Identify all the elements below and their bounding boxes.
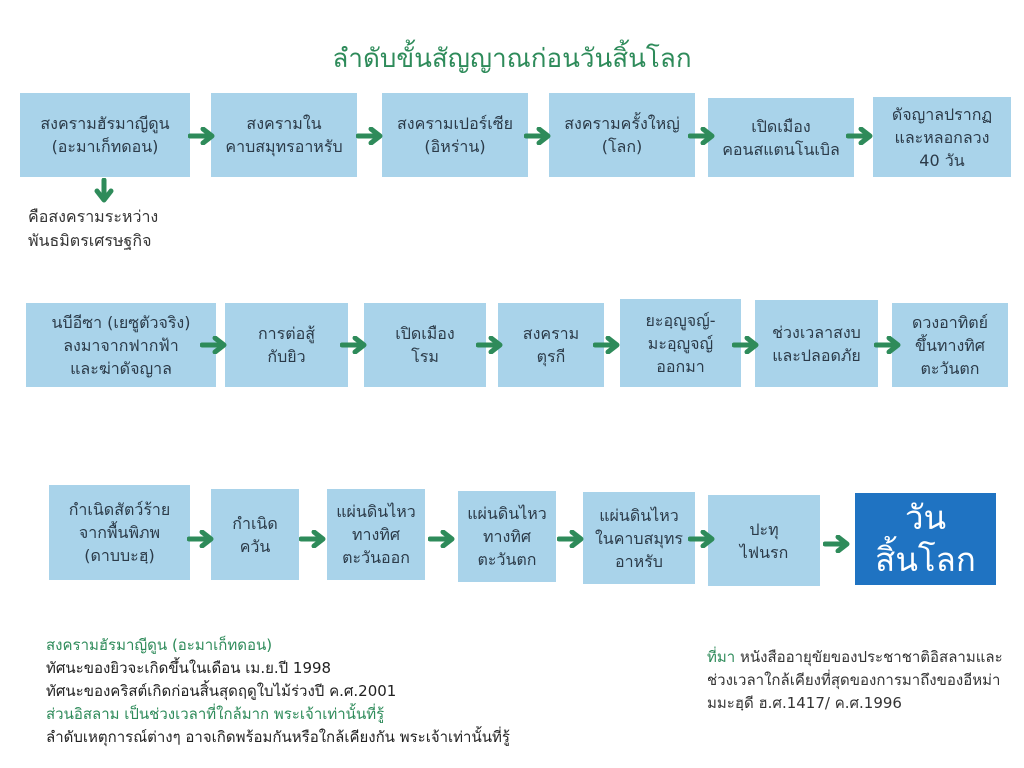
- step-label: แผ่นดินไหว ทางทิศ ตะวันตก: [467, 504, 547, 569]
- footer-notes: [46, 634, 510, 749]
- step-beast-emerges: [49, 485, 190, 580]
- final-label: วัน สิ้นโลก: [875, 498, 976, 579]
- step-turkey-war: [498, 303, 604, 387]
- step-label: แผ่นดินไหว ในคาบสมุทร อาหรับ: [594, 505, 684, 571]
- step-label: ปะทุ ไฟนรก: [739, 519, 789, 562]
- step-dajjal-appears: [873, 97, 1011, 177]
- step-sun-rises-west: [892, 303, 1008, 387]
- right-arrow-icon: [187, 530, 215, 548]
- final-doomsday: [855, 493, 996, 585]
- step-earthquake-east: [327, 489, 425, 580]
- right-arrow-icon: [557, 530, 585, 548]
- right-arrow-icon: [428, 530, 456, 548]
- step-label: เปิดเมือง โรม: [395, 324, 455, 366]
- step-label: ดัจญาลปรากฏ และหลอกลวง 40 วัน: [891, 104, 993, 170]
- step-label: สงคราม ตุรกี: [522, 324, 580, 366]
- step-label: แผ่นดินไหว ทางทิศ ตะวันออก: [336, 502, 416, 567]
- step-persia-war: [382, 93, 528, 177]
- step-label: กำเนิด ควัน: [232, 513, 278, 556]
- right-arrow-icon: [524, 127, 552, 145]
- step-label: นบีอีซา (เยซูตัวจริง) ลงมาจากฟากฟ้า และฆ่าดัจญาล: [51, 312, 191, 378]
- step-great-war: [549, 93, 695, 177]
- right-arrow-icon: [874, 336, 902, 354]
- right-arrow-icon: [356, 127, 384, 145]
- step-label: การต่อสู้ กับยิว: [257, 324, 316, 366]
- right-arrow-icon: [732, 336, 760, 354]
- step-label: กำเนิดสัตว์ร้าย จากพื้นพิภพ (ดาบบะฮฺ): [68, 500, 171, 565]
- step-label: สงครามฮัรมาญีดูน (อะมาเก็ทดอน): [40, 114, 170, 156]
- armageddon-note: คือสงครามระหว่าง พันธมิตรเศรษฐกิจ: [28, 207, 159, 250]
- step-label: เปิดเมือง คอนสแตนโนเบิล: [722, 116, 840, 159]
- step-label: ยะอฺญูจญ์- มะอฺญูจญ์ ออกมา: [645, 310, 716, 376]
- step-label: สงครามเปอร์เซีย (อิหร่าน): [397, 114, 513, 156]
- right-arrow-icon: [299, 530, 327, 548]
- footer-line: ทัศนะของยิวจะเกิดขึ้นในเดือน เม.ย.ปี 1998: [46, 659, 332, 677]
- source-text: หนังสืออายุขัยของประชาชาติอิสลามและช่วงเวลาใกล้เคียงที่สุดของการมาถึงของอีหม่ามมะฮฺดี ฮ.ศ.1417/ ค.ศ.1996: [707, 648, 1003, 712]
- step-hellfire-erupts: [708, 495, 820, 586]
- footer-line: ทัศนะของคริสต์เกิดก่อนสิ้นสุดฤดูใบไม้ร่วงปี ค.ศ.2001: [46, 682, 397, 700]
- step-earthquake-arabia: [583, 492, 695, 584]
- step-arabian-peninsula-war: [211, 93, 357, 177]
- step-label: สงครามใน คาบสมุทรอาหรับ: [225, 114, 343, 156]
- step-open-rome: [364, 303, 486, 387]
- right-arrow-icon: [340, 336, 368, 354]
- right-arrow-icon: [688, 530, 716, 548]
- step-jesus-descends: [26, 303, 216, 387]
- step-smoke: [211, 489, 299, 580]
- right-arrow-icon: [688, 127, 716, 145]
- step-fight-jews: [225, 303, 348, 387]
- step-open-constantinople: [708, 98, 854, 177]
- footer-line: ส่วนอิสลาม เป็นช่วงเวลาที่ใกล้มาก พระเจ้าเท่านั้นที่รู้: [46, 705, 385, 723]
- footer-line: สงครามฮัรมาญีดูน (อะมาเก็ทดอน): [46, 636, 273, 654]
- right-arrow-icon: [188, 127, 216, 145]
- step-label: สงครามครั้งใหญ่ (โลก): [564, 114, 680, 156]
- right-arrow-icon: [593, 336, 621, 354]
- step-peace-period: [755, 300, 878, 387]
- source-label: ที่มา: [707, 648, 736, 666]
- step-label: ช่วงเวลาสงบ และปลอดภัย: [772, 322, 861, 365]
- right-arrow-icon: [846, 127, 874, 145]
- step-earthquake-west: [458, 491, 556, 582]
- right-arrow-icon: [476, 336, 504, 354]
- step-armageddon-war: [20, 93, 190, 177]
- step-gog-magog: [620, 299, 741, 387]
- footer-line: ลำดับเหตุการณ์ต่างๆ อาจเกิดพร้อมกันหรือใกล้เคียงกัน พระเจ้าเท่านั้นที่รู้: [46, 728, 510, 746]
- right-arrow-icon: [823, 535, 851, 553]
- source-citation: [707, 646, 1007, 715]
- diagram-title: ลำดับขั้นสัญญาณก่อนวันสิ้นโลก: [332, 44, 692, 74]
- right-arrow-icon: [200, 336, 228, 354]
- down-arrow-icon: [94, 178, 114, 204]
- step-label: ดวงอาทิตย์ ขึ้นทางทิศ ตะวันตก: [911, 312, 989, 378]
